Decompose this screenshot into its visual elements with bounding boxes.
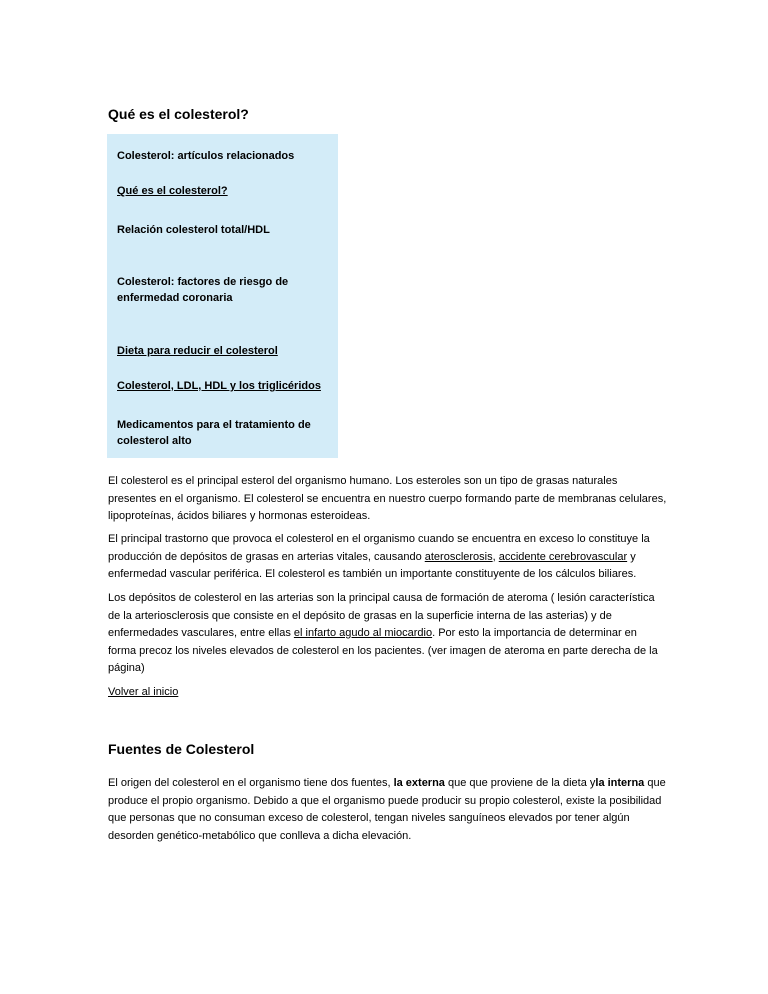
related-articles-box: [107, 134, 338, 458]
bold-text: la externa: [393, 777, 445, 789]
paragraph-trastorno: [108, 531, 668, 584]
sidebar-item-factores-riesgo: Colesterol: factores de riesgo de enfermedad coronaria: [117, 276, 289, 304]
text: que que proviene de la dieta y: [444, 777, 596, 789]
aterosclerosis-link[interactable]: aterosclerosis: [424, 550, 493, 563]
text: y enfermedad vascular periférica. El colesterol es también un importante constituyente de los cálculos biliares.: [108, 550, 637, 580]
paragraph-depositos: [108, 590, 668, 678]
sidebar-item-medicamentos: Medicamentos para el tratamiento de colesterol alto: [117, 419, 311, 447]
text: El principal trastorno que provoca el colesterol en el organismo cuando se encuentra en exceso lo constituye la producción de depósitos de grasas en arterias vitales, causando: [108, 533, 650, 563]
paragraph-fuentes: [108, 775, 668, 845]
infarto-miocardio-link[interactable]: el infarto agudo al miocardio: [293, 627, 433, 639]
sidebar-link-ldl-hdl-trigliceridos[interactable]: Colesterol, LDL, HDL y los triglicéridos: [117, 380, 321, 392]
text: Los depósitos de colesterol en las arterias son la principal causa de formación de ateroma ( lesión característica de la arteriosclerosis que consiste en el depósito de grasas en la superficie interna de las asterias) y de enfermedades vasculares, entre ellas: [108, 592, 655, 639]
sidebar-item-relacion-colesterol-hdl: Relación colesterol total/HDL: [117, 224, 270, 236]
text: ,: [492, 550, 499, 563]
text: que produce el propio organismo. Debido a que el organismo puede producir su propio colesterol, existe la posibilidad que personas que no consuman exceso de colesterol, tengan niveles sanguíneos elevados por tener algún desorden genético-metabólico que conlleva a dicha elevación.: [108, 777, 666, 842]
sidebar-link-dieta[interactable]: Dieta para reducir el colesterol: [117, 345, 278, 357]
text: El origen del colesterol en el organismo tiene dos fuentes,: [108, 777, 394, 789]
section-title-fuentes: Fuentes de Colesterol: [108, 741, 255, 757]
back-to-top-paragraph: [108, 684, 668, 702]
paragraph-intro: El colesterol es el principal esterol del organismo humano. Los esteroles son un tipo de grasas naturales presentes en el organismo. El colesterol se encuentra en nuestro cuerpo formando parte de membranas celulares, lipoproteínas, ácidos biliares y hormonas esteroideas.: [108, 475, 667, 522]
text: . Por esto la importancia de determinar en forma precoz los niveles elevados de colesterol en los pacientes. (ver imagen de ateroma en parte derecha de la página): [108, 627, 658, 674]
related-articles-header: Colesterol: artículos relacionados: [117, 150, 295, 162]
page-title: Qué es el colesterol?: [108, 106, 249, 122]
sidebar-link-que-es-colesterol[interactable]: Qué es el colesterol?: [117, 185, 228, 197]
back-to-top-link[interactable]: Volver al inicio: [108, 686, 179, 698]
accidente-cerebrovascular-link[interactable]: accidente cerebrovascular: [498, 550, 628, 563]
bold-text: la interna: [595, 777, 645, 789]
